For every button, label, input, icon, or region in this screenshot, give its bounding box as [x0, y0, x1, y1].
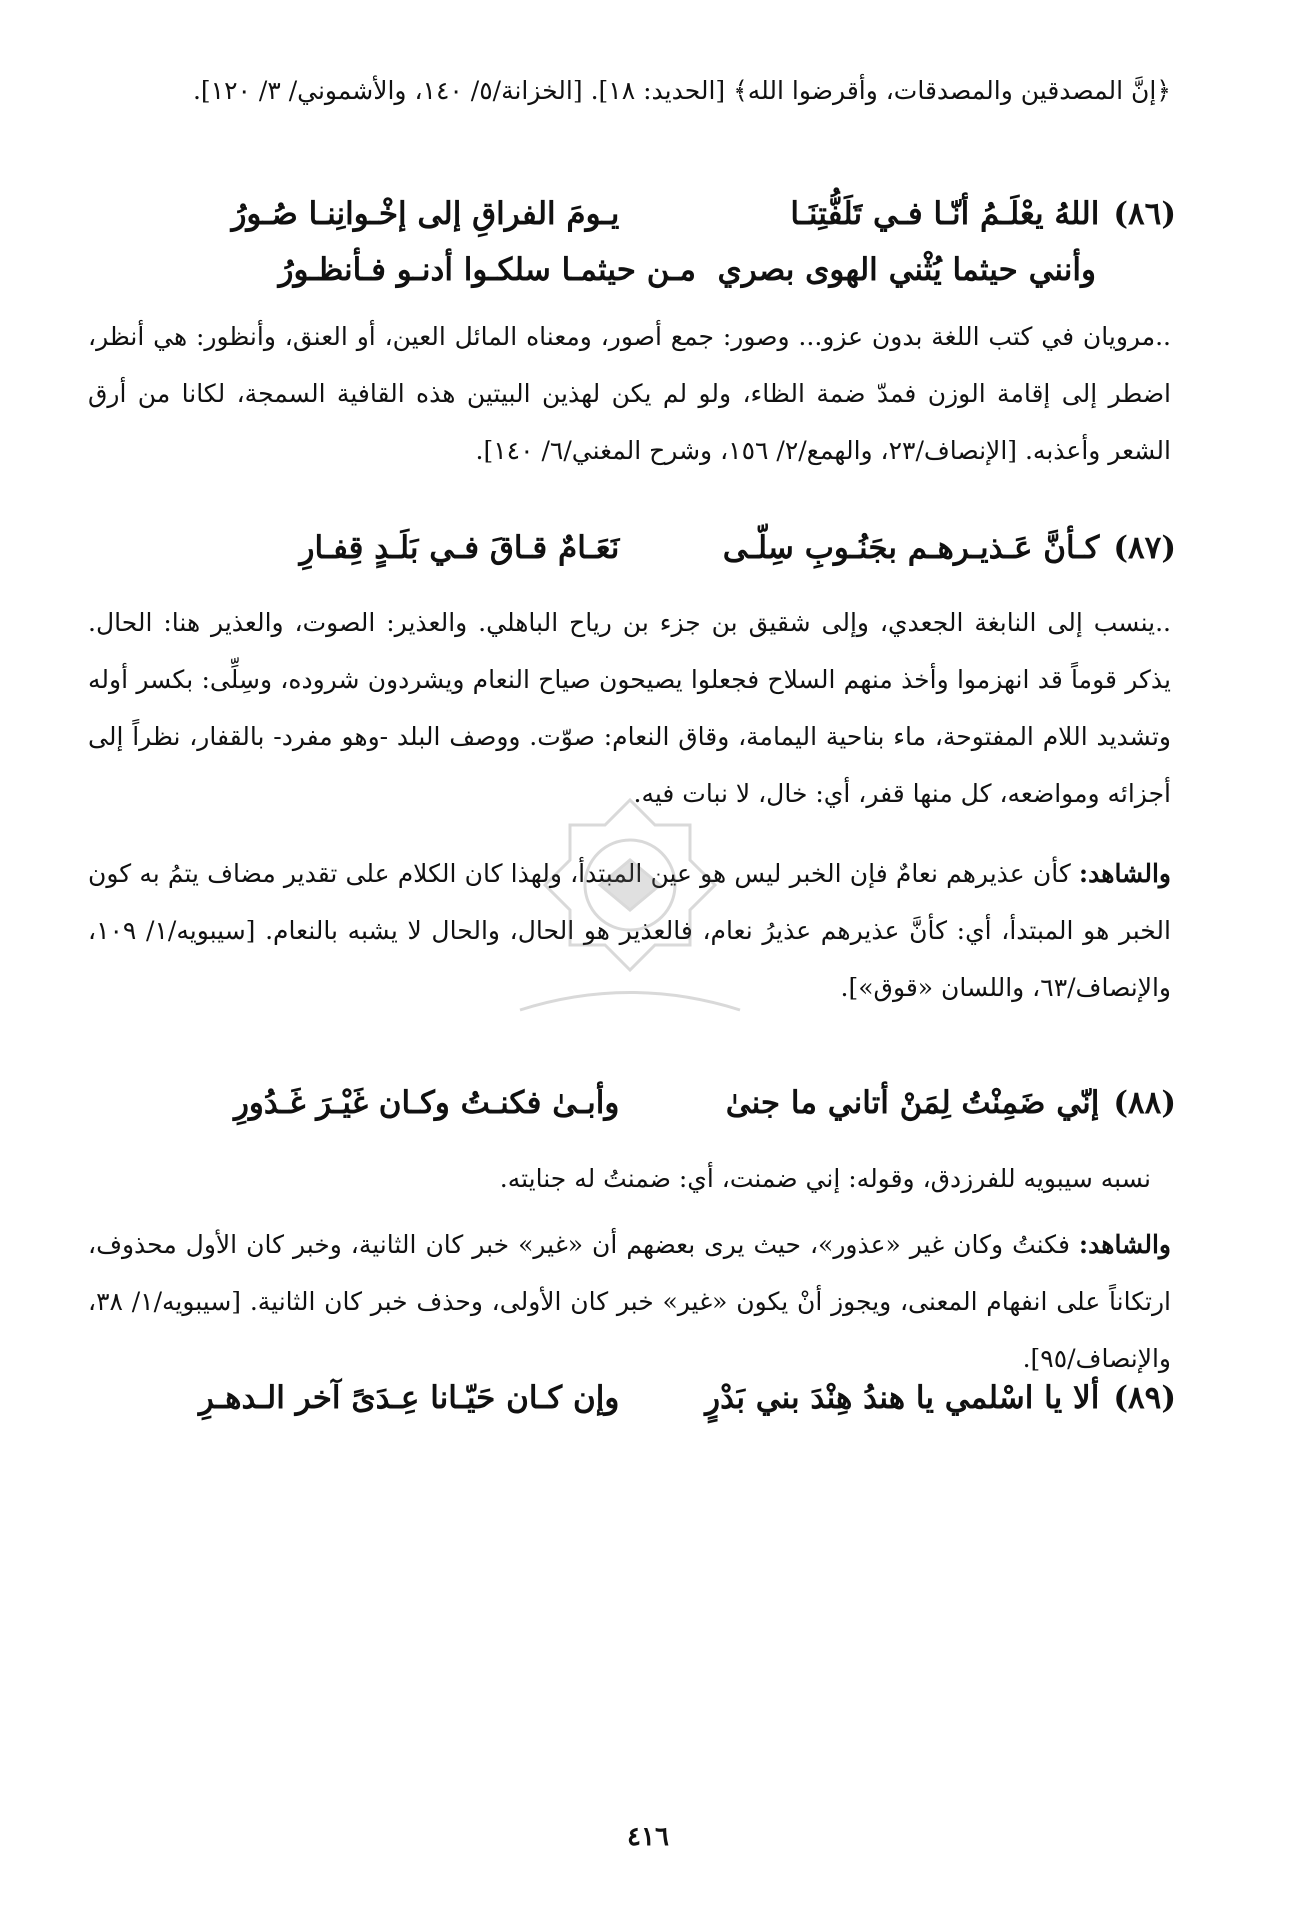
evidence-text: كأن عذيرهم نعامٌ فإن الخبر ليس هو عين المبتدأ، ولهذا كان الكلام على تقدير مضاف يتمُ به كون الخبر هو المبتدأ، أي: كأنَّ عذيرهم عذيرُ نعام، فالعذير هو الحال، والحال لا يشبه بالنعام. [سيبويه/١/ ١٠٩، والإنصاف/٦٣، واللسان «قوق»].	[88, 859, 1171, 1002]
verse-first-hemistich: ألا يا اسْلمي يا هندُ هِنْدَ بني بَدْرٍ	[705, 1380, 1100, 1416]
verse-number: (٨٩)	[1113, 1380, 1176, 1416]
verse-second-hemistich: مـن حيثمـا سلكـوا أدنـو فـأنظـورُ	[278, 252, 696, 288]
paragraph-evidence-88	[88, 1216, 1171, 1387]
paragraph-citation-1: ﴿إنَّ المصدقين والمصدقات، وأقرضوا الله﴾ [الحديد: ١٨]. [الخزانة/٥/ ١٤٠، والأشموني/ ٣/ ١٢٠].	[192, 76, 1171, 105]
verse-number: (٨٧)	[1113, 530, 1176, 566]
evidence-text: فكنتُ وكان غير «عذور»، حيث يرى بعضهم أن «غير» خبر كان الثانية، وخبر كان الأول محذوف، ارتكاناً على انفهام المعنى، ويجوز أنْ يكون «غير» خبر كان الأولى، وحذف خبر كان الثانية. [سيبويه/١/ ٣٨، والإنصاف/٩٥].	[88, 1230, 1171, 1373]
verse-86-line-2	[88, 252, 1096, 288]
verse-first-hemistich: إنّي ضَمِنْتُ لِمَنْ أتاني ما جنىٰ	[725, 1085, 1100, 1121]
paragraph-commentary-87: ..ينسب إلى النابغة الجعدي، وإلى شقيق بن جزء بن رياح الباهلي. والعذير: الصوت، والعذير هنا: الحال. يذكر قوماً قد انهزموا وأخذ منهم السلاح فجعلوا يصيحون صياح النعام ويشردون شروده، وسِلِّى: بكسر أوله وتشديد اللام المفتوحة، ماء بناحية اليمامة، وقاق النعام: صوّت. ووصف البلد -وهو مفرد- بالقفار، نظراً إلى أجزائه ومواضعه، كل منها قفر، أي: خال، لا نبات فيه.	[88, 608, 1171, 808]
evidence-label: والشاهد:	[1078, 859, 1171, 888]
verse-89	[88, 1380, 1176, 1416]
paragraph-commentary-86: ..مرويان في كتب اللغة بدون عزو... وصور: جمع أصور، ومعناه المائل العين، أو العنق، وأنظور: هي أنظر، اضطر إلى إقامة الوزن فمدّ ضمة الظاء، ولو لم يكن لهذين البيتين هذه القافية السمجة، لكانا من أرق الشعر وأعذبه. [الإنصاف/٢٣، والهمع/٢/ ١٥٦، وشرح المغني/٦/ ١٤٠].	[88, 322, 1171, 465]
verse-86-line-1	[88, 196, 1176, 232]
verse-number: (٨٦)	[1113, 196, 1176, 232]
verse-second-hemistich: وإن كـان حَيّـانا عِـدَىً آخر الـدهـرِ	[198, 1380, 620, 1416]
watermark-logo	[480, 780, 780, 1050]
verse-88	[88, 1085, 1176, 1121]
verse-first-hemistich: اللهُ يعْلَـمُ أنّـا فـي تَلَفُّتِنَـا	[790, 196, 1100, 232]
verse-second-hemistich: يـومَ الفراقِ إلى إخْـوانِنـا صُـورُ	[231, 196, 620, 232]
evidence-label: والشاهد:	[1078, 1230, 1171, 1259]
verse-number: (٨٨)	[1113, 1085, 1176, 1121]
verse-87	[88, 530, 1176, 566]
verse-second-hemistich: وأبـىٰ فكنـتُ وكـان غَيْـرَ غَـدُورِ	[233, 1085, 620, 1121]
verse-first-hemistich: كـأنَّ عَـذيـرهـم بجَنُـوبِ سِلّـى	[722, 530, 1100, 566]
page-number: ٤١٦	[627, 1822, 669, 1852]
verse-second-hemistich: نَعَـامٌ قـاقَ فـي بَلَـدٍ قِفـارِ	[299, 530, 620, 566]
verse-first-hemistich: وأنني حيثما يُثْني الهوى بصري	[717, 252, 1096, 288]
paragraph-commentary-88: نسبه سيبويه للفرزدق، وقوله: إني ضمنت، أي: ضمنتُ له جنايته.	[499, 1164, 1151, 1193]
